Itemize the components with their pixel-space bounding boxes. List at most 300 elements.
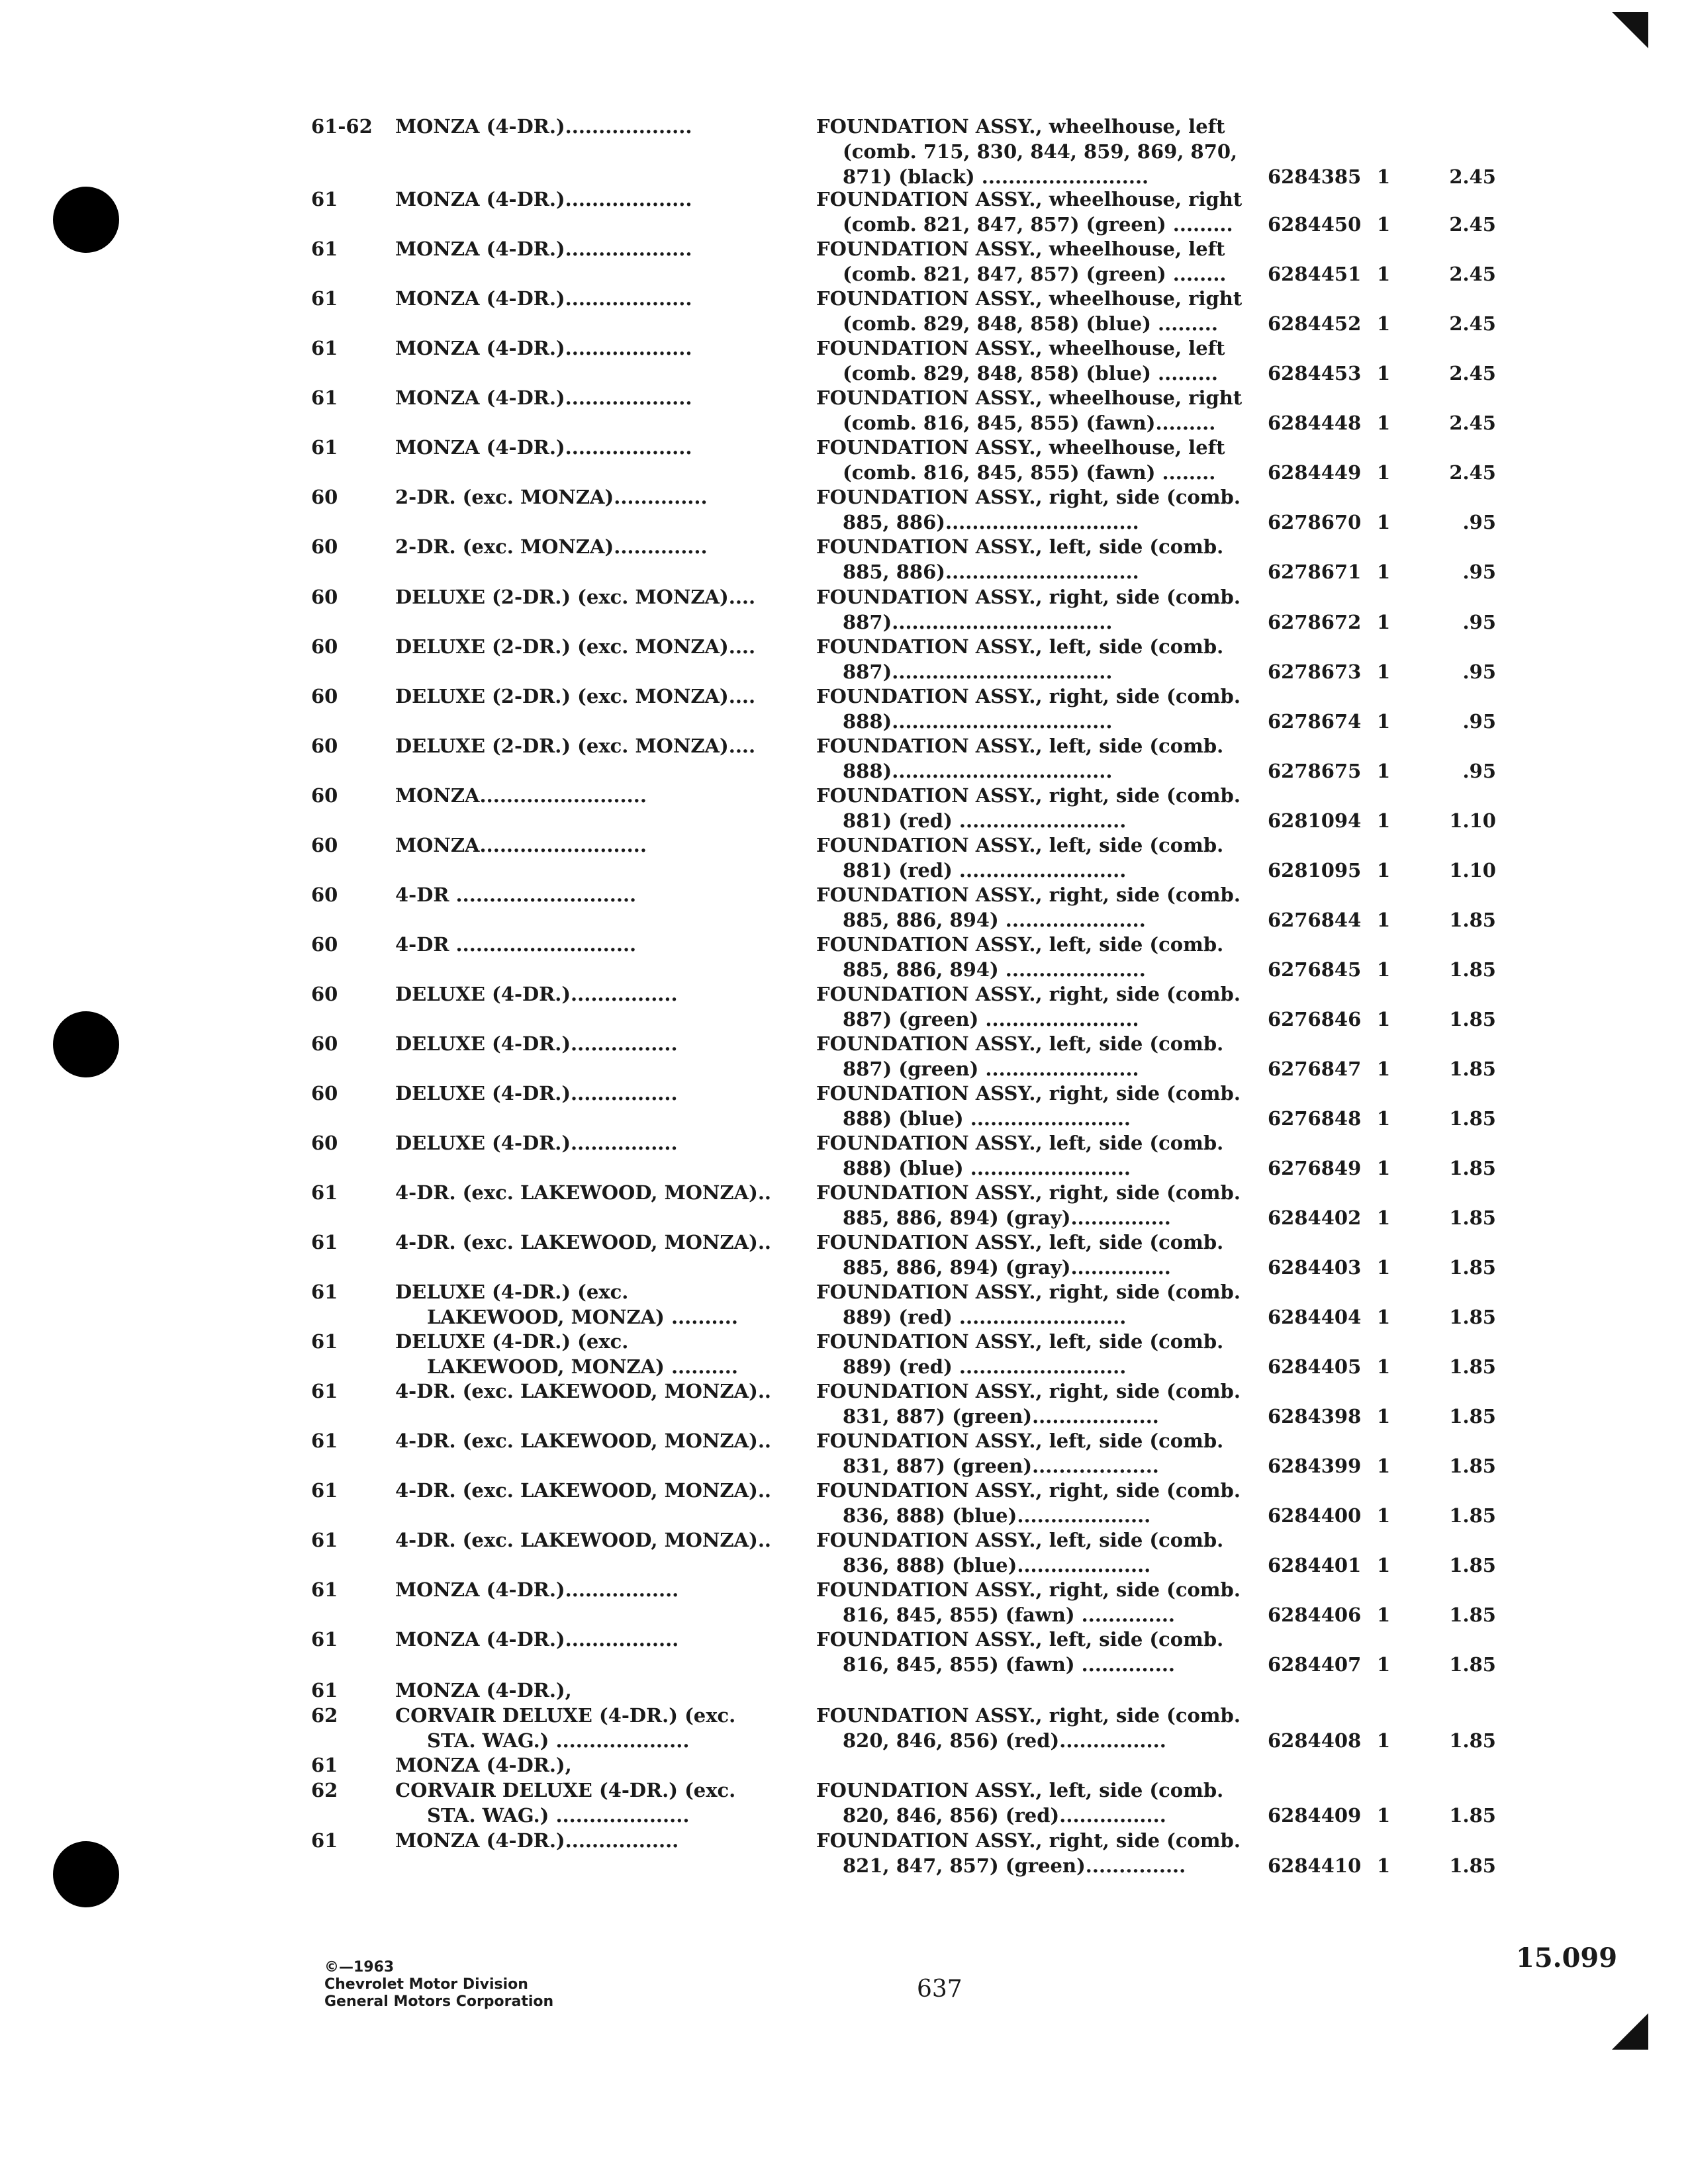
row-line <box>0 1106 1622 1131</box>
model-year: 61 <box>311 287 338 310</box>
quantity: 1 <box>1377 660 1391 683</box>
part-description-cont: 885, 886, 894) (gray)............... <box>843 1206 1171 1229</box>
model-name-cont: LAKEWOOD, MONZA) .......... <box>427 1355 738 1378</box>
part-description: FOUNDATION ASSY., left, side (comb. <box>816 1628 1224 1651</box>
row-line <box>0 1329 1622 1354</box>
part-description: FOUNDATION ASSY., wheelhouse, right <box>816 287 1243 310</box>
row-line <box>0 758 1622 784</box>
row-line <box>0 1652 1622 1677</box>
table-row <box>0 1279 1622 1332</box>
row-line <box>0 460 1622 485</box>
row-line <box>0 1130 1622 1156</box>
corner-marker-bottom <box>1612 2013 1648 2050</box>
part-number: 6276848 <box>1268 1107 1362 1130</box>
part-description-cont: 889) (red) ......................... <box>843 1306 1127 1328</box>
quantity: 1 <box>1377 362 1391 385</box>
quantity: 1 <box>1377 1604 1391 1626</box>
quantity: 1 <box>1377 213 1391 236</box>
part-description-cont: (comb. 829, 848, 858) (blue) ......... <box>843 312 1218 335</box>
part-description-cont: 887)................................. <box>843 660 1113 683</box>
price: .95 <box>1462 710 1496 733</box>
model-year: 61 <box>311 1330 338 1353</box>
price: 1.85 <box>1449 1058 1496 1080</box>
model-name: 4-DR ........................... <box>395 884 637 906</box>
model-name: CORVAIR DELUXE (4-DR.) (exc. <box>395 1779 736 1801</box>
table-row <box>0 1081 1622 1134</box>
part-number: 6284399 <box>1268 1455 1362 1477</box>
quantity: 1 <box>1377 1804 1391 1827</box>
part-number: 6284401 <box>1268 1554 1362 1576</box>
table-row <box>0 733 1622 786</box>
price: 2.45 <box>1449 312 1496 335</box>
model-year: 61 <box>311 436 338 459</box>
model-name: DELUXE (4-DR.)................ <box>395 1032 678 1055</box>
model-year: 60 <box>311 834 338 856</box>
quantity: 1 <box>1377 511 1391 533</box>
part-description: FOUNDATION ASSY., wheelhouse, left <box>816 238 1225 260</box>
part-description-cont: 887)................................. <box>843 611 1113 633</box>
model-name: MONZA (4-DR.)................... <box>395 287 692 310</box>
model-year: 61 <box>311 238 338 260</box>
row-line <box>0 1527 1622 1553</box>
part-description: FOUNDATION ASSY., right, side (comb. <box>816 1082 1241 1105</box>
model-year: 61 <box>311 1430 338 1452</box>
quantity: 1 <box>1377 1355 1391 1378</box>
model-name: MONZA (4-DR.)................... <box>395 436 692 459</box>
model-name: MONZA......................... <box>395 784 647 807</box>
row-line <box>0 114 1622 139</box>
row-line <box>0 1703 1622 1728</box>
part-description-cont: (comb. 715, 830, 844, 859, 869, 870, <box>843 140 1238 163</box>
model-name: DELUXE (4-DR.) (exc. <box>395 1330 629 1353</box>
price: 1.85 <box>1449 1355 1496 1378</box>
part-description: FOUNDATION ASSY., right, side (comb. <box>816 1578 1241 1601</box>
table-row <box>0 1678 1622 1753</box>
model-year: 60 <box>311 784 338 807</box>
part-number: 6276845 <box>1268 958 1362 981</box>
part-description: FOUNDATION ASSY., left, side (comb. <box>816 1330 1224 1353</box>
model-name: 2-DR. (exc. MONZA).............. <box>395 486 708 508</box>
model-year: 60 <box>311 486 338 508</box>
table-row <box>0 882 1622 935</box>
part-description: FOUNDATION ASSY., right, side (comb. <box>816 1704 1241 1727</box>
row-line <box>0 336 1622 361</box>
model-name: 4-DR. (exc. LAKEWOOD, MONZA).. <box>395 1380 772 1402</box>
model-year: 61 <box>311 1754 338 1776</box>
model-year: 60 <box>311 1032 338 1055</box>
part-number: 6284452 <box>1268 312 1362 335</box>
part-description: FOUNDATION ASSY., right, side (comb. <box>816 586 1241 608</box>
quantity: 1 <box>1377 1107 1391 1130</box>
table-row <box>0 336 1622 388</box>
model-year: 60 <box>311 535 338 558</box>
part-description: FOUNDATION ASSY., wheelhouse, right <box>816 387 1243 409</box>
part-number: 6278671 <box>1268 561 1362 583</box>
copyright-corporation: General Motors Corporation <box>324 1993 554 2010</box>
part-number: 6276846 <box>1268 1008 1362 1030</box>
row-line <box>0 1853 1622 1878</box>
model-year: 62 <box>311 1779 338 1801</box>
quantity: 1 <box>1377 1206 1391 1229</box>
price: 1.85 <box>1449 1107 1496 1130</box>
quantity: 1 <box>1377 412 1391 434</box>
part-description-cont: 836, 888) (blue).................... <box>843 1554 1151 1576</box>
part-description: FOUNDATION ASSY., left, side (comb. <box>816 1430 1224 1452</box>
quantity: 1 <box>1377 263 1391 285</box>
row-line <box>0 435 1622 460</box>
quantity: 1 <box>1377 165 1391 188</box>
model-name: 4-DR. (exc. LAKEWOOD, MONZA).. <box>395 1529 772 1551</box>
row-line <box>0 1602 1622 1627</box>
part-description-cont: 836, 888) (blue).................... <box>843 1504 1151 1527</box>
table-row <box>0 114 1622 188</box>
row-line <box>0 1205 1622 1230</box>
part-description: FOUNDATION ASSY., right, side (comb. <box>816 1281 1241 1303</box>
model-name: MONZA (4-DR.), <box>395 1754 572 1776</box>
model-year: 61 <box>311 1380 338 1402</box>
price: .95 <box>1462 611 1496 633</box>
part-description-cont: (comb. 821, 847, 857) (green) ........ <box>843 263 1227 285</box>
row-line <box>0 1304 1622 1330</box>
row-line <box>0 1453 1622 1479</box>
part-number: 6284453 <box>1268 362 1362 385</box>
row-line <box>0 361 1622 386</box>
part-description: FOUNDATION ASSY., wheelhouse, left <box>816 115 1225 138</box>
part-description: FOUNDATION ASSY., right, side (comb. <box>816 884 1241 906</box>
model-year: 61 <box>311 1829 338 1852</box>
part-description: FOUNDATION ASSY., left, side (comb. <box>816 1231 1224 1253</box>
model-year: 61 <box>311 387 338 409</box>
part-description: FOUNDATION ASSY., left, side (comb. <box>816 1132 1224 1154</box>
model-year: 61 <box>311 337 338 359</box>
model-name: MONZA (4-DR.)................... <box>395 188 692 210</box>
model-name: DELUXE (4-DR.) (exc. <box>395 1281 629 1303</box>
row-line <box>0 1678 1622 1703</box>
row-line <box>0 957 1622 982</box>
price: 1.85 <box>1449 1554 1496 1576</box>
row-line <box>0 1752 1622 1778</box>
price: .95 <box>1462 561 1496 583</box>
price: 1.10 <box>1449 859 1496 882</box>
model-year: 60 <box>311 884 338 906</box>
model-name: MONZA (4-DR.), <box>395 1679 572 1702</box>
table-row <box>0 783 1622 836</box>
part-description-cont: (comb. 821, 847, 857) (green) ......... <box>843 213 1233 236</box>
part-description-cont: 888) (blue) ........................ <box>843 1157 1131 1179</box>
quantity: 1 <box>1377 461 1391 484</box>
part-number: 6281094 <box>1268 809 1362 832</box>
row-line <box>0 1803 1622 1828</box>
part-number: 6284448 <box>1268 412 1362 434</box>
part-number: 6284450 <box>1268 213 1362 236</box>
row-line <box>0 584 1622 610</box>
part-number: 6284405 <box>1268 1355 1362 1378</box>
part-description-cont: 881) (red) ......................... <box>843 809 1127 832</box>
model-year: 60 <box>311 1132 338 1154</box>
part-description-cont: 831, 887) (green)................... <box>843 1405 1159 1428</box>
model-name: MONZA (4-DR.)................. <box>395 1578 679 1601</box>
part-number: 6284407 <box>1268 1653 1362 1676</box>
price: 1.85 <box>1449 1157 1496 1179</box>
part-number: 6284409 <box>1268 1804 1362 1827</box>
part-description: FOUNDATION ASSY., left, side (comb. <box>816 933 1224 956</box>
part-description-cont: 887) (green) ....................... <box>843 1008 1139 1030</box>
model-name: DELUXE (4-DR.)................ <box>395 1132 678 1154</box>
row-line <box>0 1553 1622 1578</box>
row-line <box>0 1428 1622 1453</box>
part-number: 6284404 <box>1268 1306 1362 1328</box>
table-row <box>0 187 1622 240</box>
model-name: 4-DR ........................... <box>395 933 637 956</box>
part-number: 6278675 <box>1268 760 1362 782</box>
quantity: 1 <box>1377 1455 1391 1477</box>
model-name: MONZA......................... <box>395 834 647 856</box>
row-line <box>0 709 1622 734</box>
table-row <box>0 1828 1622 1881</box>
part-description-cont: 885, 886, 894) ..................... <box>843 909 1146 931</box>
row-line <box>0 261 1622 287</box>
part-description: FOUNDATION ASSY., left, side (comb. <box>816 1779 1224 1801</box>
model-year: 61 <box>311 1281 338 1303</box>
price: 2.45 <box>1449 213 1496 236</box>
table-row <box>0 286 1622 339</box>
row-line <box>0 1828 1622 1853</box>
part-description: FOUNDATION ASSY., left, side (comb. <box>816 535 1224 558</box>
table-row <box>0 534 1622 587</box>
row-line <box>0 1255 1622 1280</box>
part-number: 6284385 <box>1268 165 1362 188</box>
row-line <box>0 733 1622 758</box>
model-name: 4-DR. (exc. LAKEWOOD, MONZA).. <box>395 1430 772 1452</box>
table-row <box>0 1180 1622 1233</box>
model-year: 60 <box>311 685 338 707</box>
price: 1.85 <box>1449 1306 1496 1328</box>
table-row <box>0 1130 1622 1183</box>
table-row <box>0 484 1622 537</box>
price: 1.85 <box>1449 1854 1496 1877</box>
row-line <box>0 932 1622 957</box>
table-row <box>0 1478 1622 1531</box>
quantity: 1 <box>1377 958 1391 981</box>
row-line <box>0 212 1622 237</box>
row-line <box>0 1478 1622 1503</box>
row-line <box>0 1056 1622 1081</box>
price: 2.45 <box>1449 165 1496 188</box>
part-number: 6276849 <box>1268 1157 1362 1179</box>
row-line <box>0 236 1622 261</box>
model-name: MONZA (4-DR.)................... <box>395 238 692 260</box>
row-line <box>0 1379 1622 1404</box>
part-description-cont: 821, 847, 857) (green)............... <box>843 1854 1186 1877</box>
row-line <box>0 858 1622 883</box>
part-description: FOUNDATION ASSY., left, side (comb. <box>816 635 1224 658</box>
part-number: 6284403 <box>1268 1256 1362 1279</box>
part-description-cont: 885, 886)............................. <box>843 561 1139 583</box>
model-name: CORVAIR DELUXE (4-DR.) (exc. <box>395 1704 736 1727</box>
table-row <box>0 1428 1622 1481</box>
price: 2.45 <box>1449 412 1496 434</box>
part-description-cont: 885, 886, 894) ..................... <box>843 958 1146 981</box>
part-description-cont: 887) (green) ....................... <box>843 1058 1139 1080</box>
model-year: 61 <box>311 1628 338 1651</box>
model-year: 60 <box>311 635 338 658</box>
table-row <box>0 385 1622 438</box>
quantity: 1 <box>1377 859 1391 882</box>
part-number: 6281095 <box>1268 859 1362 882</box>
quantity: 1 <box>1377 611 1391 633</box>
model-name: 2-DR. (exc. MONZA).............. <box>395 535 708 558</box>
price: 2.45 <box>1449 461 1496 484</box>
part-number: 6276844 <box>1268 909 1362 931</box>
price: 1.85 <box>1449 1729 1496 1752</box>
model-year: 61 <box>311 188 338 210</box>
model-name: DELUXE (2-DR.) (exc. MONZA).... <box>395 586 756 608</box>
part-description: 820, 846, 856) (red)................ <box>843 1804 1166 1827</box>
row-line <box>0 1627 1622 1652</box>
model-name: DELUXE (4-DR.)................ <box>395 983 678 1005</box>
row-line <box>0 484 1622 510</box>
row-line <box>0 1503 1622 1528</box>
model-year: 60 <box>311 735 338 757</box>
row-line <box>0 164 1622 189</box>
model-name: STA. WAG.) .................... <box>427 1804 690 1827</box>
model-year: 61 <box>311 1181 338 1204</box>
model-name: DELUXE (2-DR.) (exc. MONZA).... <box>395 735 756 757</box>
table-row <box>0 1379 1622 1432</box>
row-line <box>0 1404 1622 1429</box>
part-description-cont: 816, 845, 855) (fawn) .............. <box>843 1604 1176 1626</box>
price: 1.85 <box>1449 1256 1496 1279</box>
part-number: 6276847 <box>1268 1058 1362 1080</box>
table-row <box>0 584 1622 637</box>
table-row <box>0 1627 1622 1680</box>
row-line <box>0 1279 1622 1304</box>
copyright-block <box>324 1959 553 2011</box>
part-number: 6284400 <box>1268 1504 1362 1527</box>
table-row <box>0 1527 1622 1580</box>
model-year: 61-62 <box>311 115 373 138</box>
part-description-cont: (comb. 816, 845, 855) (fawn)......... <box>843 412 1216 434</box>
page-number: 637 <box>917 1976 962 2003</box>
price: .95 <box>1462 660 1496 683</box>
row-line <box>0 808 1622 833</box>
row-line <box>0 1031 1622 1056</box>
quantity: 1 <box>1377 1504 1391 1527</box>
part-description: FOUNDATION ASSY., right, side (comb. <box>816 983 1241 1005</box>
part-description-cont: (comb. 829, 848, 858) (blue) ......... <box>843 362 1218 385</box>
row-line <box>0 286 1622 311</box>
table-row <box>0 1230 1622 1283</box>
quantity: 1 <box>1377 1653 1391 1676</box>
row-line <box>0 833 1622 858</box>
part-number: 6284408 <box>1268 1729 1362 1752</box>
price: 2.45 <box>1449 263 1496 285</box>
part-description: FOUNDATION ASSY., left, side (comb. <box>816 1032 1224 1055</box>
price: 1.85 <box>1449 1653 1496 1676</box>
part-description: 820, 846, 856) (red)................ <box>843 1729 1166 1752</box>
row-line <box>0 684 1622 709</box>
row-line <box>0 1728 1622 1753</box>
model-name: DELUXE (4-DR.)................ <box>395 1082 678 1105</box>
part-number: 6278672 <box>1268 611 1362 633</box>
model-year: 60 <box>311 933 338 956</box>
table-row <box>0 981 1622 1034</box>
price: 2.45 <box>1449 362 1496 385</box>
quantity: 1 <box>1377 1306 1391 1328</box>
table-row <box>0 634 1622 687</box>
part-description: FOUNDATION ASSY., wheelhouse, right <box>816 188 1243 210</box>
table-row <box>0 932 1622 985</box>
quantity: 1 <box>1377 1058 1391 1080</box>
model-name: MONZA (4-DR.)................... <box>395 387 692 409</box>
part-description-cont: 871) (black) ......................... <box>843 165 1149 188</box>
price: .95 <box>1462 760 1496 782</box>
part-description-cont: 889) (red) ......................... <box>843 1355 1127 1378</box>
model-name: 4-DR. (exc. LAKEWOOD, MONZA).. <box>395 1231 772 1253</box>
part-description-cont: 885, 886, 894) (gray)............... <box>843 1256 1171 1279</box>
row-line <box>0 907 1622 933</box>
section-number: 15.099 <box>1516 1942 1618 1974</box>
quantity: 1 <box>1377 909 1391 931</box>
quantity: 1 <box>1377 561 1391 583</box>
price: .95 <box>1462 511 1496 533</box>
part-description-cont: 885, 886)............................. <box>843 511 1139 533</box>
part-description-cont: 888) (blue) ........................ <box>843 1107 1131 1130</box>
price: 1.85 <box>1449 1804 1496 1827</box>
part-number: 6284406 <box>1268 1604 1362 1626</box>
table-row <box>0 684 1622 737</box>
row-line <box>0 139 1622 164</box>
row-line <box>0 1230 1622 1255</box>
row-line <box>0 1778 1622 1803</box>
quantity: 1 <box>1377 1729 1391 1752</box>
part-description: FOUNDATION ASSY., right, side (comb. <box>816 1380 1241 1402</box>
row-line <box>0 1180 1622 1205</box>
part-description: FOUNDATION ASSY., wheelhouse, left <box>816 436 1225 459</box>
model-name: MONZA (4-DR.)................. <box>395 1829 679 1852</box>
row-line <box>0 783 1622 808</box>
price: 1.85 <box>1449 1008 1496 1030</box>
part-description: FOUNDATION ASSY., right, side (comb. <box>816 784 1241 807</box>
part-number: 6284410 <box>1268 1854 1362 1877</box>
price: 1.85 <box>1449 1405 1496 1428</box>
row-line <box>0 882 1622 907</box>
model-name: MONZA (4-DR.)................. <box>395 1628 679 1651</box>
model-year: 60 <box>311 983 338 1005</box>
quantity: 1 <box>1377 1157 1391 1179</box>
row-line <box>0 187 1622 212</box>
model-year: 61 <box>311 1679 338 1702</box>
table-row <box>0 1031 1622 1084</box>
part-number: 6284398 <box>1268 1405 1362 1428</box>
model-year: 62 <box>311 1704 338 1727</box>
part-number: 6284402 <box>1268 1206 1362 1229</box>
row-line <box>0 1354 1622 1379</box>
table-row <box>0 435 1622 488</box>
row-line <box>0 1007 1622 1032</box>
part-description-cont: 881) (red) ......................... <box>843 859 1127 882</box>
row-line <box>0 610 1622 635</box>
row-line <box>0 510 1622 535</box>
corner-marker-top <box>1612 12 1648 48</box>
model-name: 4-DR. (exc. LAKEWOOD, MONZA).. <box>395 1181 772 1204</box>
part-description: FOUNDATION ASSY., left, side (comb. <box>816 834 1224 856</box>
part-description-cont: 888)................................. <box>843 760 1113 782</box>
model-year: 60 <box>311 1082 338 1105</box>
row-line <box>0 1081 1622 1106</box>
row-line <box>0 1577 1622 1602</box>
part-description: FOUNDATION ASSY., left, side (comb. <box>816 1529 1224 1551</box>
